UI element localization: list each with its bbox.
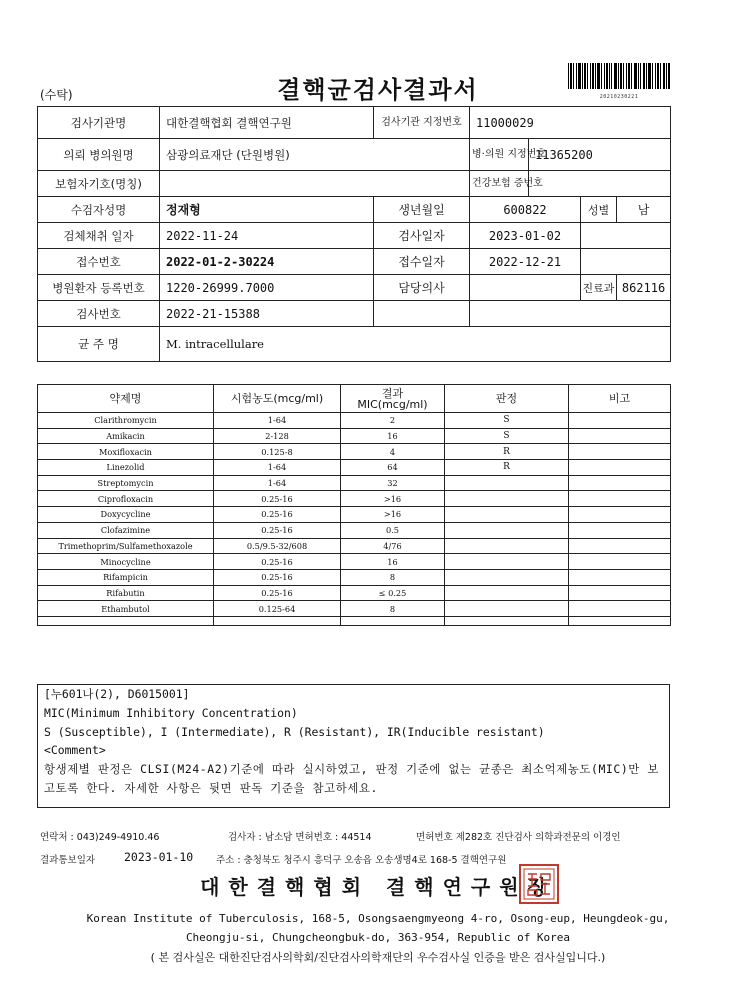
mic-value: 2 <box>341 413 445 429</box>
mic-value: 16 <box>341 428 445 444</box>
mic-value: >16 <box>341 491 445 507</box>
info-table <box>37 106 671 362</box>
info-row-insured <box>38 171 671 197</box>
header-drug: 약제명 <box>38 385 214 413</box>
drug-name: Doxycycline <box>38 507 214 523</box>
judgement-value <box>445 569 569 585</box>
birth-label: 생년월일 <box>374 197 470 223</box>
empty-cell <box>569 616 671 625</box>
judgement-value: R <box>445 444 569 460</box>
remark-value <box>569 507 671 523</box>
note-code: [누601나(2), D6015001] <box>44 687 190 701</box>
drug-row <box>38 569 671 585</box>
test-concentration: 0.25-16 <box>214 522 341 538</box>
institution-label: 검사기관명 <box>38 107 160 139</box>
hospital-patient-value: 1220-26999.7000 <box>160 275 374 301</box>
empty-cell <box>341 616 445 625</box>
document-title: 결핵균검사결과서 <box>277 76 479 104</box>
remark-value <box>569 444 671 460</box>
insurance-no-label: 건강보험 증번호 <box>470 171 529 197</box>
remark-value <box>569 585 671 601</box>
hospital-patient-label: 병원환자 등록번호 <box>38 275 160 301</box>
drug-row <box>38 413 671 429</box>
info-row-test-no <box>38 301 671 327</box>
test-concentration: 2-128 <box>214 428 341 444</box>
drug-row <box>38 601 671 617</box>
info-row-hospital <box>38 275 671 301</box>
drug-row <box>38 507 671 523</box>
sex-value: 남 <box>617 197 671 223</box>
sex-label: 성별 <box>581 197 617 223</box>
department-value: 862116 <box>617 275 671 301</box>
physician-license: 면허번호 제282호 진단검사 의학과전문의 이경인 <box>416 832 621 843</box>
drug-table-header <box>38 385 671 413</box>
remark-value <box>569 460 671 476</box>
collect-date-value: 2022-11-24 <box>160 223 374 249</box>
drug-row <box>38 475 671 491</box>
test-concentration: 0.25-16 <box>214 554 341 570</box>
test-no-value: 2022-21-15388 <box>160 301 374 327</box>
empty-cell <box>581 249 671 275</box>
note-sir-definition: S (Susceptible), I (Intermediate), R (Resistant), IR(Inducible resistant) <box>44 724 545 739</box>
info-row-receipt <box>38 249 671 275</box>
drug-name: Ethambutol <box>38 601 214 617</box>
client-code-value: 11365200 <box>529 139 671 171</box>
header-judgement: 판정 <box>445 385 569 413</box>
empty-cell <box>214 616 341 625</box>
empty-cell <box>470 301 671 327</box>
patient-name-label: 수검자성명 <box>38 197 160 223</box>
mic-value: ≤ 0.25 <box>341 585 445 601</box>
doctor-label: 담당의사 <box>374 275 470 301</box>
insurance-no-value <box>529 171 671 197</box>
drug-table-body <box>38 413 671 626</box>
mic-value: 64 <box>341 460 445 476</box>
test-date-value: 2023-01-02 <box>470 223 581 249</box>
drug-row <box>38 522 671 538</box>
drug-name: Ciprofloxacin <box>38 491 214 507</box>
drug-name: Rifabutin <box>38 585 214 601</box>
receipt-date-label: 접수일자 <box>374 249 470 275</box>
drug-name: Clofazimine <box>38 522 214 538</box>
drug-row <box>38 585 671 601</box>
receipt-date-value: 2022-12-21 <box>470 249 581 275</box>
drug-name: Streptomycin <box>38 475 214 491</box>
drug-name: Rifampicin <box>38 569 214 585</box>
drug-row <box>38 491 671 507</box>
barcode-number: 20210230221 <box>599 94 639 100</box>
remark-value <box>569 475 671 491</box>
judgement-value <box>445 601 569 617</box>
address: 주소 : 충청북도 청주시 흥덕구 오송읍 오송생명4로 168-5 결핵연구원 <box>216 855 507 866</box>
mic-value: 0.5 <box>341 522 445 538</box>
header-remark: 비고 <box>569 385 671 413</box>
mic-value: 4 <box>341 444 445 460</box>
insured-value <box>160 171 470 197</box>
english-address-line2: Cheongju-si, Chungcheongbuk-do, 363-954, Republic of Korea <box>185 931 571 944</box>
institution-value: 대한결핵협회 결핵연구원 <box>160 107 374 139</box>
client-value: 삼광의료재단 (단원병원) <box>160 139 470 171</box>
note-comment-text: 항생제별 판정은 CLSI(M24-A2)기준에 따라 실시하였고, 판정 기준에 없는 균종은 최소억제농도(MIC)만 보고토록 한다. 자세한 사항은 뒷면 판독 기준을 참고하세요. <box>44 762 659 795</box>
judgement-value <box>445 507 569 523</box>
mic-value: >16 <box>341 507 445 523</box>
info-row-patient <box>38 197 671 223</box>
doctor-value <box>470 275 581 301</box>
info-row-organism <box>38 327 671 362</box>
notes-box <box>37 684 670 808</box>
drug-table <box>37 384 671 626</box>
drug-name: Clarithromycin <box>38 413 214 429</box>
drug-table-spacer <box>38 616 671 625</box>
drug-name: Moxifloxacin <box>38 444 214 460</box>
drug-row <box>38 538 671 554</box>
test-concentration: 0.125-8 <box>214 444 341 460</box>
judgement-value: S <box>445 413 569 429</box>
judgement-value <box>445 491 569 507</box>
header-result <box>341 385 445 413</box>
mic-value: 4/76 <box>341 538 445 554</box>
remark-value <box>569 413 671 429</box>
report-date-value: 2023-01-10 <box>124 850 194 864</box>
judgement-value <box>445 554 569 570</box>
remark-value <box>569 569 671 585</box>
collect-date-label: 검체채취 일자 <box>38 223 160 249</box>
judgement-value <box>445 538 569 554</box>
header-concentration: 시험농도(mcg/ml) <box>214 385 341 413</box>
english-address-line1: Korean Institute of Tuberculosis, 168-5, Osongsaengmyeong 4-ro, Osong-eup, Heungdeok-gu, <box>86 912 670 925</box>
note-mic-definition: MIC(Minimum Inhibitory Concentration) <box>44 705 298 720</box>
test-concentration: 0.25-16 <box>214 507 341 523</box>
test-concentration: 0.25-16 <box>214 491 341 507</box>
remark-value <box>569 601 671 617</box>
test-concentration: 1-64 <box>214 475 341 491</box>
organism-value: M. intracellulare <box>160 327 671 362</box>
test-concentration: 0.5/9.5-32/608 <box>214 538 341 554</box>
remark-value <box>569 428 671 444</box>
remark-value <box>569 522 671 538</box>
barcode-icon <box>568 63 670 89</box>
test-concentration: 0.125-64 <box>214 601 341 617</box>
mic-value: 8 <box>341 601 445 617</box>
drug-row <box>38 554 671 570</box>
test-no-label: 검사번호 <box>38 301 160 327</box>
contact-info: 연락처 : 043)249-4910.46 <box>40 832 160 843</box>
header-result-label: 결과 <box>381 386 404 400</box>
drug-name: Trimethoprim/Sulfamethoxazole <box>38 538 214 554</box>
receipt-label: (수탁) <box>40 88 73 102</box>
mic-value: 32 <box>341 475 445 491</box>
report-date-label: 결과통보일자 <box>40 855 96 866</box>
receipt-no-value: 2022-01-2-30224 <box>160 249 374 275</box>
drug-name: Amikacin <box>38 428 214 444</box>
info-row-institution <box>38 107 671 139</box>
drug-name: Minocycline <box>38 554 214 570</box>
drug-row <box>38 460 671 476</box>
mic-value: 8 <box>341 569 445 585</box>
receipt-no-label: 접수번호 <box>38 249 160 275</box>
info-row-client <box>38 139 671 171</box>
remark-value <box>569 538 671 554</box>
empty-cell <box>445 616 569 625</box>
mic-value: 16 <box>341 554 445 570</box>
drug-row <box>38 444 671 460</box>
inspector-info: 검사자 : 남소담 면허번호 : 44514 <box>228 832 372 843</box>
organism-label: 균 주 명 <box>38 327 160 362</box>
client-label: 의뢰 병의원명 <box>38 139 160 171</box>
test-date-label: 검사일자 <box>374 223 470 249</box>
judgement-value: R <box>445 460 569 476</box>
judgement-value: S <box>445 428 569 444</box>
department-label: 진료과 <box>581 275 617 301</box>
empty-cell <box>38 616 214 625</box>
patient-name-value: 정재형 <box>160 197 374 223</box>
official-seal-icon <box>518 863 560 905</box>
header-mic-label: MIC(mcg/ml) <box>357 397 428 411</box>
drug-row <box>38 428 671 444</box>
judgement-value <box>445 475 569 491</box>
empty-cell <box>374 301 470 327</box>
remark-value <box>569 491 671 507</box>
remark-value <box>569 554 671 570</box>
empty-cell <box>581 223 671 249</box>
birth-value: 600822 <box>470 197 581 223</box>
test-concentration: 0.25-16 <box>214 569 341 585</box>
insured-label: 보험자기호(명칭) <box>38 171 160 197</box>
judgement-value <box>445 585 569 601</box>
test-concentration: 0.25-16 <box>214 585 341 601</box>
client-code-label: 병·의원 지정번호 <box>470 139 529 171</box>
note-comment-heading: <Comment> <box>44 743 106 758</box>
institution-code-value: 11000029 <box>470 107 671 139</box>
institution-code-label: 검사기관 지정번호 <box>374 107 470 139</box>
certification-note: ( 본 검사실은 대한진단검사의학회/진단검사의학재단의 우수검사실 인증을 받은 검사실입니다.) <box>150 951 606 964</box>
info-row-dates <box>38 223 671 249</box>
test-concentration: 1-64 <box>214 460 341 476</box>
organization-name: 대한결핵협회 결핵연구원장 <box>200 875 556 899</box>
drug-name: Linezolid <box>38 460 214 476</box>
judgement-value <box>445 522 569 538</box>
test-concentration: 1-64 <box>214 413 341 429</box>
